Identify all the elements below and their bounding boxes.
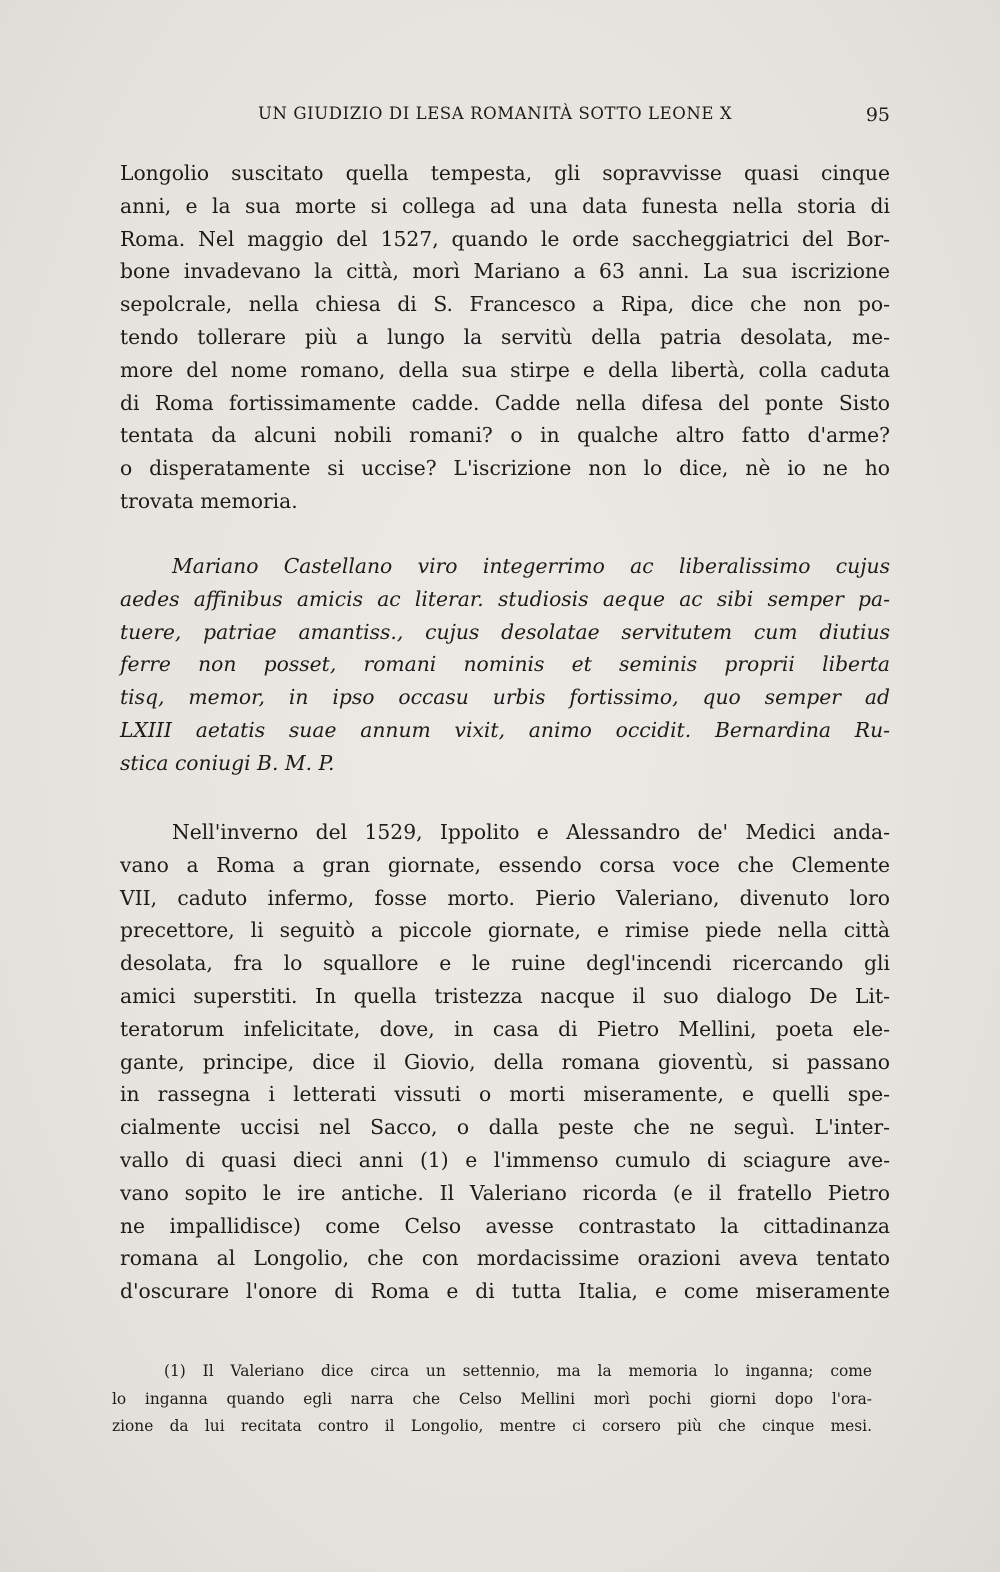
text-line: bone invadevano la città, morì Mariano a 63 anni. La sua iscrizione — [120, 259, 890, 284]
footnote-line: zione da lui recitata contro il Longolio, mentre ci corsero più che cinque mesi. — [112, 1417, 872, 1435]
text-line: precettore, li seguitò a piccole giornate, e rimise piede nella città — [120, 918, 890, 943]
text-line: sepolcrale, nella chiesa di S. Francesco a Ripa, dice che non po- — [120, 292, 890, 317]
footnote — [112, 1358, 872, 1441]
text-line: VII, caduto infermo, fosse morto. Pierio Valeriano, divenuto loro — [120, 885, 890, 910]
text-line: more del nome romano, della sua stirpe e della libertà, colla caduta — [120, 357, 890, 382]
text-line: gante, principe, dice il Giovio, della romana gioventù, si passano — [120, 1049, 890, 1074]
text-line: ne impallidisce) come Celso avesse contrastato la cittadinanza — [120, 1213, 890, 1238]
running-title: UN GIUDIZIO DI LESA ROMANITÀ SOTTO LEONE X — [258, 104, 733, 123]
text-line: amici superstiti. In quella tristezza nacque il suo dialogo De Lit- — [120, 983, 890, 1008]
text-line: vano sopito le ire antiche. Il Valeriano ricorda (e il fratello Pietro — [120, 1180, 890, 1205]
text-line: Longolio suscitato quella tempesta, gli sopravvisse quasi cinque — [120, 161, 890, 185]
text-line: tentata da alcuni nobili romani? o in qualche altro fatto d'arme? — [120, 423, 890, 448]
text-line: Roma. Nel maggio del 1527, quando le orde saccheggiatrici del Bor- — [120, 226, 890, 251]
inscription — [120, 550, 890, 780]
text-line: Nell'inverno del 1529, Ippolito e Alessandro de' Medici anda- — [172, 820, 890, 844]
inscription-line: Mariano Castellano viro integerrimo ac liberalissimo cujus — [172, 554, 890, 578]
text-line: romana al Longolio, che con mordacissime orazioni aveva tentato — [120, 1246, 890, 1271]
inscription-line: ferre non posset, romani nominis et seminis proprii liberta — [120, 652, 890, 677]
page-header — [258, 104, 890, 128]
text-line: di Roma fortissimamente cadde. Cadde nella difesa del ponte Sisto — [120, 390, 890, 415]
text-line: in rassegna i letterati vissuti o morti miseramente, e quelli spe- — [120, 1082, 890, 1107]
text-line: anni, e la sua morte si collega ad una data funesta nella storia di — [120, 193, 890, 218]
inscription-line: LXIII aetatis suae annum vixit, animo occidit. Bernardina Ru- — [120, 717, 890, 742]
text-line: o disperatamente si uccise? L'iscrizione non lo dice, nè io ne ho — [120, 456, 890, 481]
text-line: teratorum infelicitate, dove, in casa di Pietro Mellini, poeta ele- — [120, 1016, 890, 1041]
text-line: vallo di quasi dieci anni (1) e l'immenso cumulo di sciagure ave- — [120, 1147, 890, 1172]
text-line: d'oscurare l'onore di Roma e di tutta Italia, e come miseramente — [120, 1279, 890, 1304]
text-line: cialmente uccisi nel Sacco, o dalla peste che ne seguì. L'inter- — [120, 1115, 890, 1140]
page-number: 95 — [865, 104, 890, 126]
inscription-line: aedes affinibus amicis ac literar. studiosis aeque ac sibi semper pa- — [120, 586, 890, 611]
footnote-line: (1) Il Valeriano dice circa un settennio, ma la memoria lo inganna; come — [164, 1362, 872, 1380]
text-line: vano a Roma a gran giornate, essendo corsa voce che Clemente — [120, 852, 890, 877]
paragraph-2 — [120, 816, 890, 1308]
text-line: trovata memoria. — [120, 488, 298, 513]
text-line: desolata, fra lo squallore e le ruine degl'incendi ricercando gli — [120, 951, 890, 976]
inscription-line: stica coniugi B. M. P. — [120, 750, 335, 775]
paragraph-1 — [120, 157, 890, 518]
text-line: tendo tollerare più a lungo la servitù della patria desolata, me- — [120, 324, 890, 349]
inscription-line: tuere, patriae amantiss., cujus desolatae servitutem cum diutius — [120, 619, 890, 644]
footnote-line: lo inganna quando egli narra che Celso Mellini morì pochi giorni dopo l'ora- — [112, 1389, 872, 1408]
inscription-line: tisq, memor, in ipso occasu urbis fortissimo, quo semper ad — [120, 685, 890, 710]
